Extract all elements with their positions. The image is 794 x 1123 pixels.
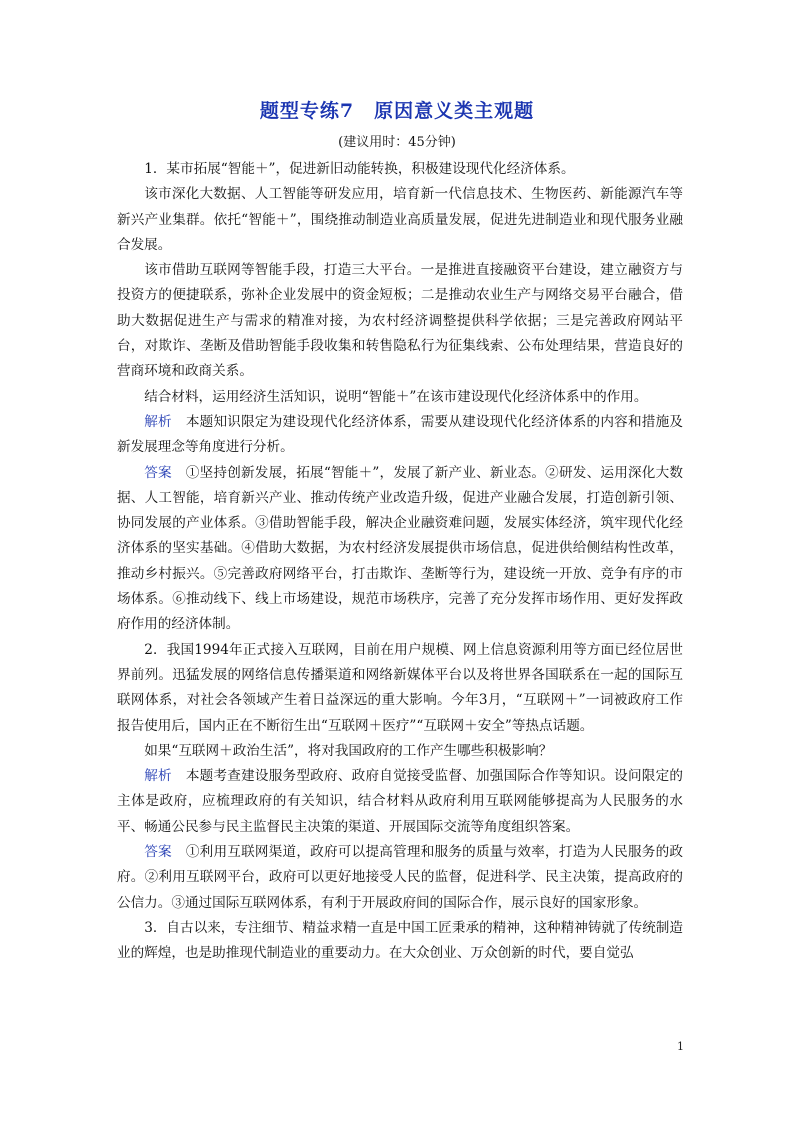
question-2-ask: 如果“互联网＋政治生活”，将对我国政府的工作产生哪些积极影响？	[144, 742, 553, 759]
analysis-label: 解析	[144, 768, 172, 785]
question-1-analysis	[117, 410, 683, 461]
page-subtitle: (建议用时：45分钟)	[338, 135, 456, 150]
question-1-ask: 结合材料，运用经济生活知识，说明“智能＋”在该市建设现代化经济体系中的作用。	[144, 388, 648, 405]
question-1: 1．某市拓展“智能＋”，促进新旧动能转换，积极建设现代化经济体系。	[144, 161, 575, 177]
question-1-material-2: 该市借助互联网等智能手段，打造三大平台。一是推进直接融资平台建设，建立融资方与投资方的便捷联系，弥补企业发展中的资金短板；二是推动农业生产与网络交易平台融合，借助大数据促进生产与需求的精准对接，为农村经济调整提供科学依据；三是完善政府网站平台，对欺诈、垄断及借助智能手段收集和转售隐私行为征集线索、公布处理结果，营造良好的营商环境和政商关系。	[117, 262, 683, 380]
question-1-material-1: 该市深化大数据、人工智能等研发应用，培育新一代信息技术、生物医药、新能源汽车等新兴产业集群。依托“智能＋”，围绕推动制造业高质量发展，促进先进制造业和现代服务业融合发展。	[117, 186, 683, 253]
page-title: 题型专练7 原因意义类主观题	[259, 100, 535, 122]
answer-label: 答案	[144, 464, 172, 481]
answer-text: ①坚持创新发展，拓展“智能＋”，发展了新产业、新业态。②研发、运用深化大数据、人工智能，培育新兴产业、推动传统产业改造升级，促进产业融合发展，打造创新引领、协同发展的产业体系。③借助智能手段，解决企业融资难问题，发展实体经济，筑牢现代化经济体系的坚实基础。④借助大数据，为农村经济发展提供市场信息，促进供给侧结构性改革，推动乡村振兴。⑤完善政府网络平台，打击欺诈、垄断等行为，建设统一开放、竞争有序的市场体系。⑥推动线下、线上市场建设，规范市场秩序，完善了充分发挥市场作用、更好发挥政府作用的经济体制。	[117, 464, 683, 633]
document-body	[117, 157, 683, 967]
question-2-answer	[117, 840, 683, 916]
question-2: 2．我国1994年正式接入互联网，目前在用户规模、网上信息资源利用等方面已经位居世界前列。迅猛发展的网络信息传播渠道和网络新媒体平台以及将世界各国联系在一起的国际互联网体系，对社会各领域产生着日益深远的重大影响。今年3月，“互联网＋”一词被政府工作报告使用后，国内正在不断衍生出“互联网＋医疗”“互联网＋安全”等热点话题。	[117, 641, 683, 734]
question-1-answer	[117, 461, 683, 638]
page-number: 1	[677, 1040, 684, 1053]
analysis-label: 解析	[144, 413, 172, 430]
analysis-text: 本题知识限定为建设现代化经济体系，需要从建设现代化经济体系的内容和措施及新发展理念等角度进行分析。	[117, 413, 684, 456]
question-2-analysis	[117, 764, 683, 840]
question-3: 3．自古以来，专注细节、精益求精一直是中国工匠秉承的精神，这种精神铸就了传统制造业的辉煌，也是助推现代制造业的重要动力。在大众创业、万众创新的时代，要自觉弘	[117, 919, 683, 962]
analysis-text: 本题考查建设服务型政府、政府自觉接受监督、加强国际合作等知识。设问限定的主体是政府，应梳理政府的有关知识，结合材料从政府利用互联网能够提高为人民服务的水平、畅通公民参与民主监督民主决策的渠道、开展国际交流等角度组织答案。	[117, 768, 684, 835]
answer-label: 答案	[144, 844, 172, 861]
answer-text: ①利用互联网渠道，政府可以提高管理和服务的质量与效率，打造为人民服务的政府。②利用互联网平台，政府可以更好地接受人民的监督，促进科学、民主决策，提高政府的公信力。③通过国际互联网体系，有利于开展政府间的国际合作，展示良好的国家形象。	[117, 844, 684, 911]
